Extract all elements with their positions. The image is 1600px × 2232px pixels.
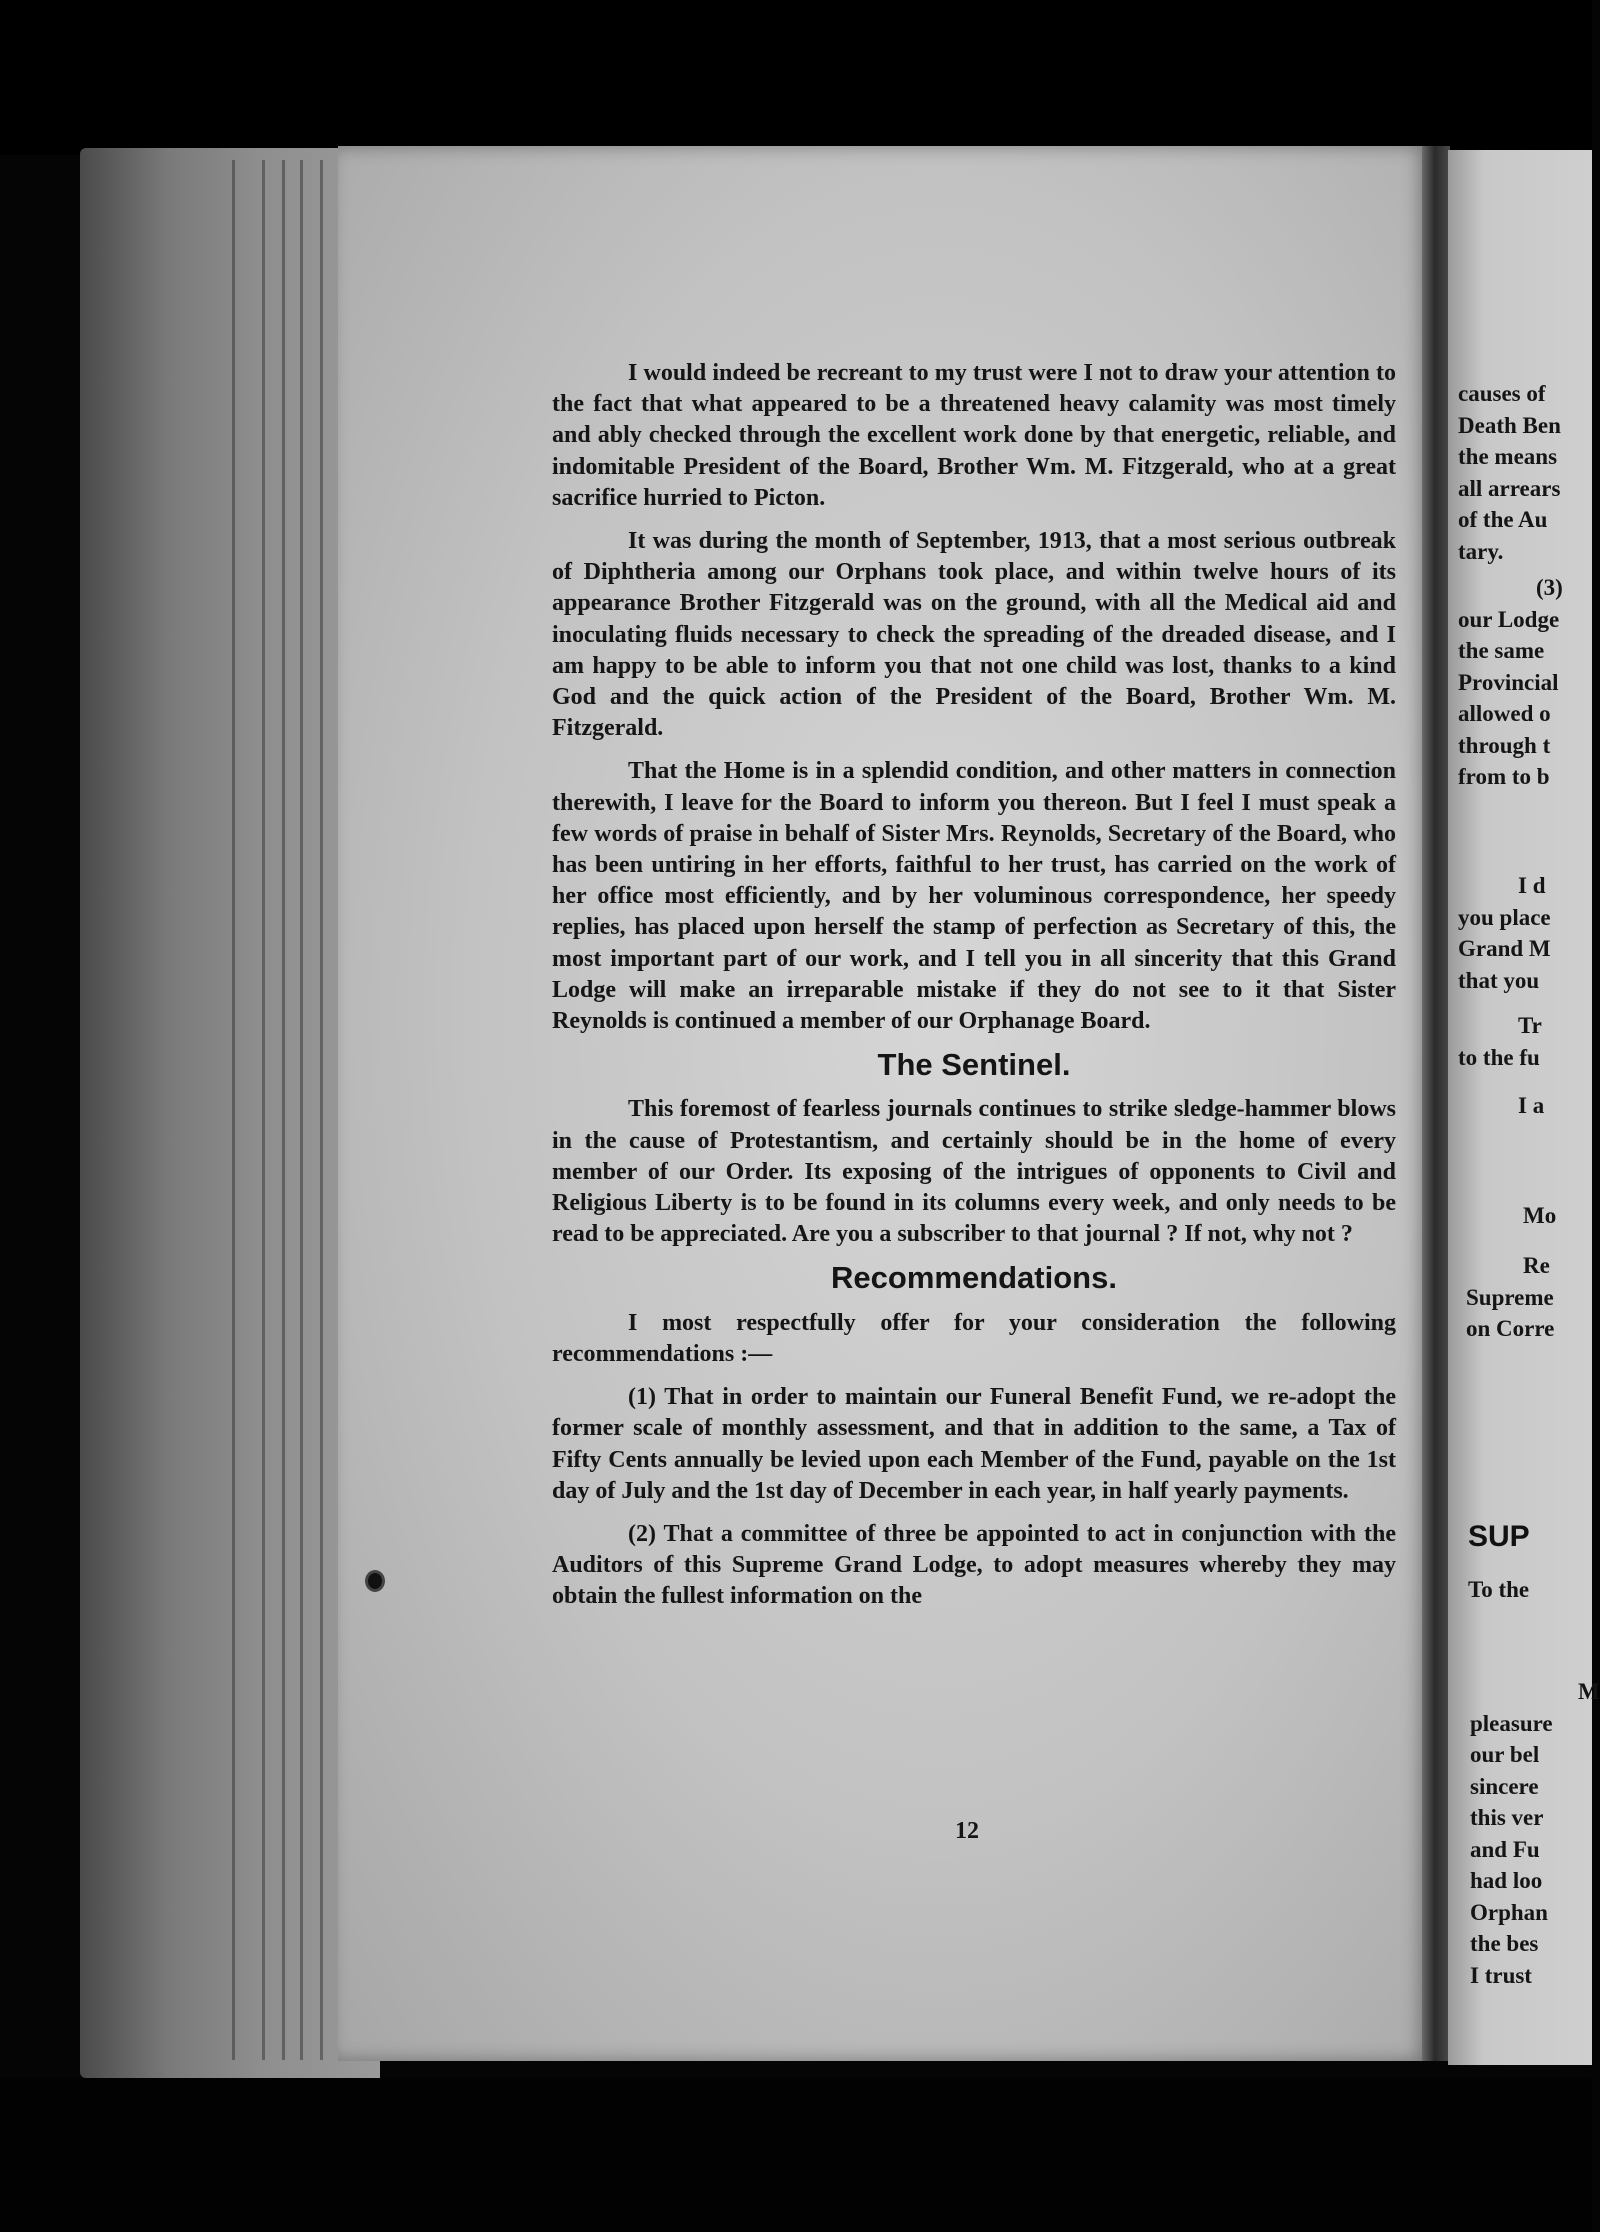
heading-sentinel: The Sentinel. [877, 1047, 1071, 1083]
paragraph-recommendation-1: (1) That in order to maintain our Funeral Benefit Fund, we re-adopt the former scale of monthly assessment, and that in addition to the same, a Tax of Fifty Cents annually be levied upon each Member of the Fund, payable on the 1st day of July and the 1st day of December in each year, in half yearly payments. [552, 1384, 1396, 1504]
paragraph-home: That the Home is in a splendid condition, and other matters in connection therewith, I leave for the Board to inform you thereon. But I feel I must speak a few words of praise in behalf of Sister Mrs. Reynolds, Secretary of the Board, who has been untiring in her efforts, faithful to her trust, has carried on the work of her office most efficiently, and by her voluminous correspondence, her speedy replies, has placed upon herself the stamp of perfection as Secretary of this, the most important part of our work, and I tell you in all sincerity that this Grand Lodge will make an irreparable mistake if they do not see to it that Sister Reynolds is continued a member of our Orphanage Board. [552, 758, 1396, 1035]
page-edge-line [282, 160, 285, 2060]
left-page-text [552, 358, 1396, 1625]
right-heading: SUP [1468, 1520, 1530, 1553]
right-block-2: (3) our Lodge the same Provincial allowed o through t from to b [1458, 575, 1563, 789]
heading-recommendations: Recommendations. [831, 1260, 1117, 1296]
page-number: 12 [955, 1818, 979, 1844]
right-block-8: To the [1468, 1577, 1530, 1602]
right-block-9: M pleasure our bel sincere this ver and Fu had loo Orphan the bes I trust [1470, 1679, 1600, 1988]
book-gutter [1422, 146, 1450, 2061]
binding-hole [365, 1570, 385, 1592]
right-block-4: Tr to the fu [1458, 1013, 1542, 1070]
scanner-background-top [0, 0, 1592, 155]
paragraph-diphtheria: It was during the month of September, 1913, that a most serious outbreak of Diphtheria among our Orphans took place, and within twelve hours of its appearance Brother Fitzgerald was on the ground, with all the Medical aid and inoculating fluids necessary to check the spreading of the dreaded disease, and I am happy to be able to inform you that not one child was lost, thanks to a kind God and the quick action of the President of the Board, Brother Wm. M. Fitzgerald. [552, 528, 1396, 742]
right-block-1: causes of Death Ben the means all arrears of the Au tary. [1458, 381, 1561, 564]
scanner-background-bottom [0, 2078, 1592, 2232]
right-page [1448, 150, 1600, 2065]
paragraph-recommendations-intro: I most respectfully offer for your consideration the following recommendations :— [552, 1309, 1396, 1367]
right-block-7: Re Supreme on Corre [1466, 1253, 1555, 1341]
right-block-5: I a [1518, 1093, 1545, 1118]
paragraph-recommendation-2: (2) That a committee of three be appointed to act in conjunction with the Auditors of this Supreme Grand Lodge, to adopt measures whereby they may obtain the fullest information on the [552, 1520, 1396, 1610]
page-edge-line [300, 160, 303, 2060]
right-block-6: Mo [1523, 1203, 1557, 1228]
page-edge-line [262, 160, 265, 2060]
paragraph-sentinel: This foremost of fearless journals continues to strike sledge-hammer blows in the cause of Protestantism, and certainly should be in the home of every member of our Order. Its exposing of the intrigues of opponents to Civil and Religious Liberty is to be found in its columns every week, and only needs to be read to be appreciated. Are you a subscriber to that journal ? If not, why not ? [552, 1096, 1396, 1248]
page-edge-line [320, 160, 323, 2060]
right-block-3: I d you place Grand M that you [1458, 873, 1551, 993]
paragraph-trust: I would indeed be recreant to my trust were I not to draw your attention to the fact that what appeared to be a threatened heavy calamity was most timely and ably checked through the excellent work done by that energetic, reliable, and indomitable President of the Board, Brother Wm. M. Fitzgerald, who at a great sacrifice hurried to Picton. [552, 360, 1396, 511]
page-edges [80, 148, 380, 2078]
page-edge-line [232, 160, 235, 2060]
